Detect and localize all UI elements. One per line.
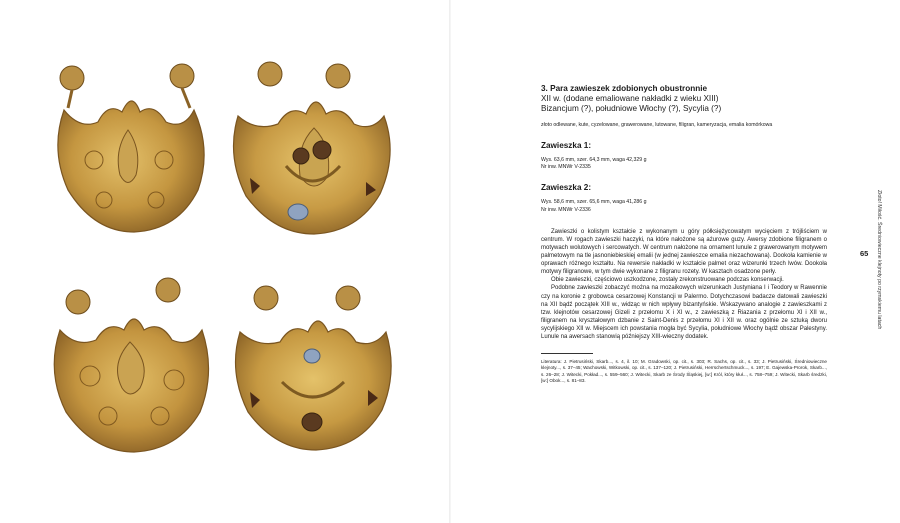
entry-title: 3. Para zawieszek zdobionych obustronnie: [541, 84, 708, 93]
item-1-dimensions: Wys. 63,6 mm, szer. 64,3 mm, waga 42,329 g: [541, 157, 647, 163]
page-number: 65: [860, 249, 869, 258]
pendant-2-obverse-photo: [226, 46, 396, 236]
item-1-heading: Zawieszka 1:: [541, 141, 592, 150]
entry-dating: XII w. (dodane emaliowane nakładki z wieku XIII): [541, 94, 719, 103]
item-2-inventory: Nr inw. MNWr V-2336: [541, 206, 591, 213]
item-2-dimensions: Wys. 58,6 mm, szer. 65,6 mm, waga 41,286 g: [541, 199, 647, 206]
page-gutter: [449, 0, 451, 523]
item-1-inventory: Nr inw. MNWr V-2335: [541, 164, 591, 171]
description-paragraph: Zawieszki o kolistym kształcie z wykonanym u góry półksiężycowatym wycięciem z trójliściem w centrum. W rogach zawieszki haczyki, na które nałożone są ażurowe guzy. Awersy zdobione filigranem o motywach wolutowych i sercowatych. W centrum nałożone na ornament lunule z grawerowanym motywem palmetowym na tle jasnoniebieskiej emalii (w jednej zawieszce emalia niezachowana). Dookoła kamienie w oprawach różnego kształtu. Na rewersie nakładki w kształcie palmet oraz wizerunki trzech lwów. Dookoła motywy filigranowe, w tym dwie wykonane z filigranu rozety. W kasztach osadzone perły.: [541, 228, 827, 276]
description-paragraph: Obie zawieszki, częściowo uszkodzone, zostały zrekonstruowane podczas konserwacji.: [551, 277, 784, 284]
catalogue-entry: [541, 84, 827, 384]
running-head: [874, 190, 884, 330]
literature-references: Literatura: J. Pietrusiński, Skarb..., s. 4, il. 10; M. Gradowski, op. cit., s. 303; R. Sachs, op. cit., s. 33; J. Pietrusiński, Średniowieczne klejnoty..., s. 37–45; Wachowski, Witkowski, op. cit., s. 137–120; J. Pietrusiński, Herrschertschmuck..., s. 197; E. Gajewska-Prorok, Skarb..., s. 26–28; J. Witecki, Pokład..., s. 559–560; J. Witecki, Skarb ze Środy Śląskiej, [w:] Król, który kłuł..., s. 758–759; J. Witecki, Skarb średzki, [w:] Obok..., s. 81–83.: [541, 359, 827, 383]
entry-origin: Bizancjum (?), południowe Włochy (?), Sycylia (?): [541, 104, 722, 113]
pendant-2-reverse-photo: [228, 272, 398, 452]
entry-materials: złoto odlewane, kute, cyzelowane, grawerowane, lutowane, filigran, kameryzacja, emalia komórkowa: [541, 122, 773, 128]
entry-description: [541, 228, 827, 341]
running-head-text: Złoto! Miłość. Średniowieczne klejnoty po rzymskiemu latach: [876, 190, 882, 330]
pendant-1-reverse-photo: [46, 268, 216, 453]
literature-divider: [541, 353, 593, 354]
description-paragraph: Podobne zawieszki zobaczyć można na mozaikowych wizerunkach Justyniana I i Teodory w Rawennie czy na koronie z grobowca cesarzowej Konstancji w Palermo. Dotychczasowi badacze datowali zawieszki na XII bądź początek XIII w., widząc w nich wpływy bizantyńskie. Wskazywano analogie z zawieszkami z tzw. klejnotów cesarzowej Gizeli z przełomu X i XI w., z zawieszką z Riazania z przełomu XI i XII w., filigranem na kryształowym dzbanie z Saint-Denis z przełomu XI i XII w. oraz ogólnie ze sztuką dworu sycylijskiego XII w. Miejscem ich powstania mogła być Sycylia, południowe Włochy bądź obszar Palestyny. Lunule na awersach stanowią późniejszy XIII-wieczny dodatek.: [541, 285, 827, 341]
pendant-1-obverse-photo: [44, 50, 212, 235]
item-2-heading: Zawieszka 2:: [541, 183, 592, 193]
